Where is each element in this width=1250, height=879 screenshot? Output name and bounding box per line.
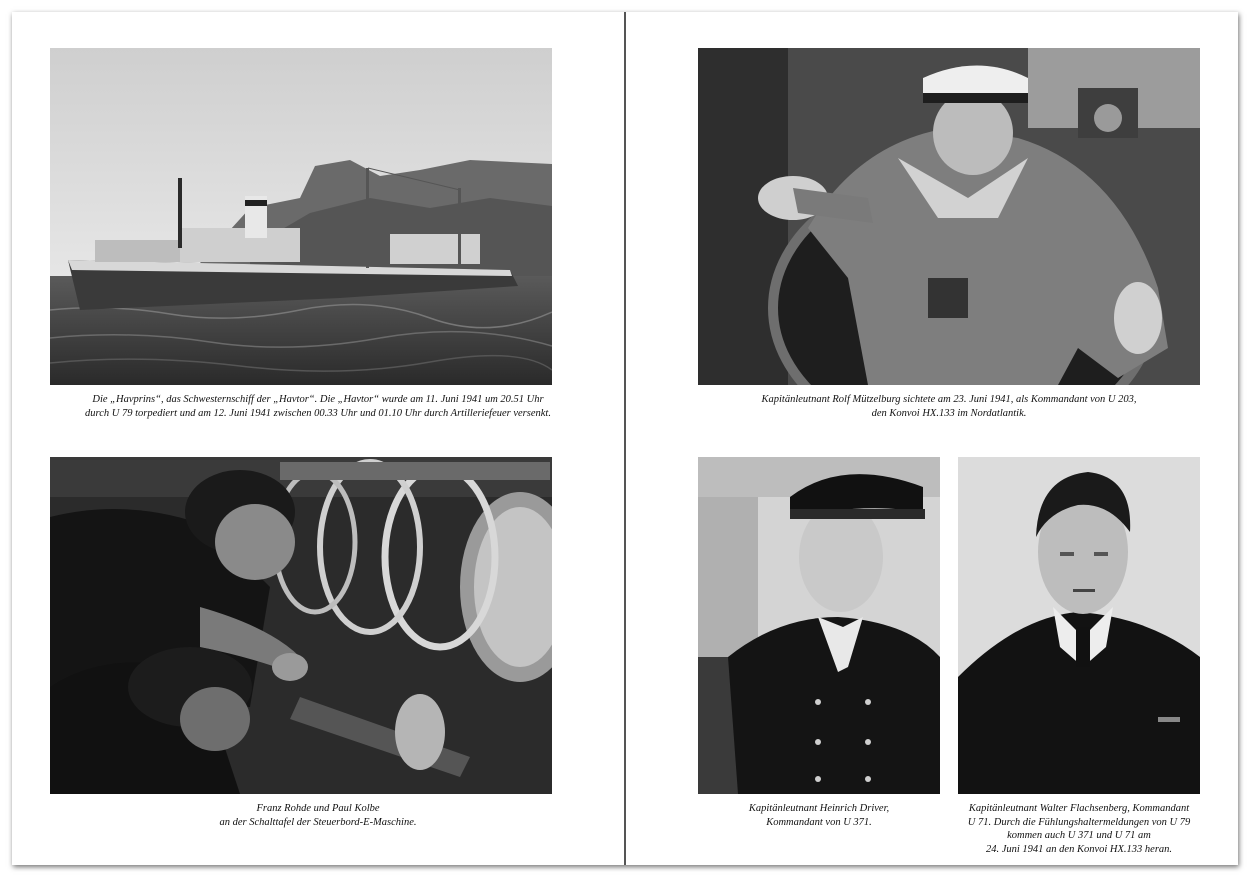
right-page [626, 12, 1238, 865]
caption-havprins [32, 393, 604, 420]
caption-muetzelburg [668, 393, 1230, 420]
caption-driver [688, 802, 950, 829]
caption-line: Franz Rohde und Paul Kolbe [256, 803, 380, 814]
caption-line: Kommandant von U 371. [766, 816, 872, 828]
book-spread [12, 12, 1238, 865]
caption-switchboard [32, 802, 604, 829]
caption-line: Kapitänleutnant Walter Flachsenberg, Kommandant [968, 803, 1190, 814]
photo-havprins-ship [50, 48, 552, 385]
photo-switchboard-crew [50, 457, 552, 794]
photo-driver-portrait [698, 457, 940, 794]
caption-line: kommen auch U 371 und U 71 am [1007, 830, 1151, 841]
caption-line: Kapitänleutnant Rolf Mützelburg sichtete am 23. Juni 1941, als Kommandant von U 203, [761, 394, 1137, 405]
caption-line: Die „Havprins“, das Schwesternschiff der „Havtor“. Die „Havtor“ wurde am 11. Juni 1941 um 20.51 Uhr [92, 394, 544, 405]
caption-line: 24. Juni 1941 an den Konvoi HX.133 heran. [985, 843, 1173, 855]
caption-line: den Konvoi HX.133 im Nordatlantik. [871, 407, 1027, 419]
caption-flachsenberg [948, 802, 1210, 856]
left-page [12, 12, 624, 865]
caption-line: Kapitänleutnant Heinrich Driver, [748, 803, 890, 814]
photo-muetzelburg-hatch [698, 48, 1200, 385]
caption-line: U 71. Durch die Fühlungshaltermeldungen von U 79 [967, 816, 1191, 828]
caption-line: an der Schalttafel der Steuerbord-E-Maschine. [219, 816, 417, 828]
caption-line: durch U 79 torpediert und am 12. Juni 1941 zwischen 00.33 Uhr und 01.10 Uhr durch Artilleriefeuer versenkt. [85, 407, 551, 419]
photo-flachsenberg-portrait [958, 457, 1200, 794]
